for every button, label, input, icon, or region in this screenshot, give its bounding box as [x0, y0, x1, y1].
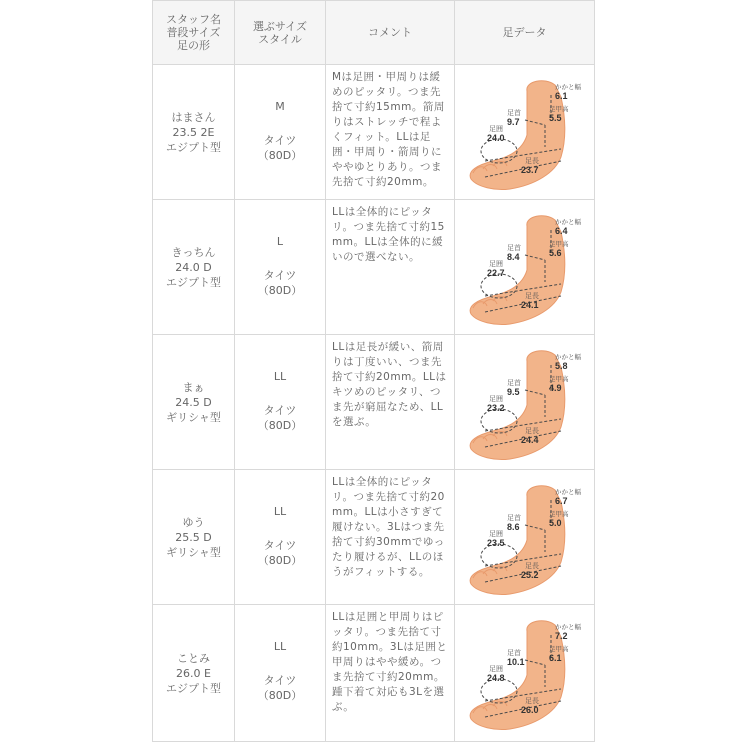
girth-label: 足囲	[489, 666, 503, 673]
ankle-value: 9.5	[507, 387, 520, 397]
staff-name: ゆう	[182, 515, 205, 529]
comment-cell: Mは足囲・甲周りは緩めのピッタリ。つま先捨て寸約15mm。箭周りはストレッチで程よくフィット。LLは足囲・甲周り・箭周りにややゆとりあり。つま先捨て寸約20mm。	[326, 65, 455, 200]
heel-width-label: かかと幅	[555, 489, 581, 496]
table-row	[153, 200, 595, 335]
foot-data-cell	[455, 470, 595, 605]
size-style-cell	[235, 335, 326, 470]
heel-width-value: 6.4	[555, 226, 568, 236]
length-value: 24.4	[521, 435, 539, 445]
comment-cell: LLは足囲と甲周りはピッタリ。つま先捨て寸約10mm。3Lは足囲と甲周りはやや緩め。つま先捨て寸約20mm。踵下着て対応も3Lを選ぶ。	[326, 605, 455, 742]
girth-value: 24.0	[487, 133, 505, 143]
staff-cell	[153, 65, 235, 200]
instep-value: 5.5	[549, 113, 562, 123]
table-row	[153, 605, 595, 742]
usual-size: 25.5 D	[175, 530, 212, 544]
length-label: 足長	[525, 428, 539, 435]
table-row	[153, 470, 595, 605]
usual-size: 24.5 D	[175, 395, 212, 409]
length-value: 23.7	[521, 165, 539, 175]
girth-value: 24.8	[487, 673, 505, 683]
style-denier: （80D）	[257, 419, 303, 432]
instep-label: 足甲高	[549, 241, 569, 248]
foot-diagram	[455, 65, 593, 199]
staff-cell	[153, 200, 235, 335]
instep-value: 5.6	[549, 248, 562, 258]
header-size-line: 選ぶサイズ	[252, 19, 308, 33]
length-value: 26.0	[521, 705, 539, 715]
size-style-cell	[235, 470, 326, 605]
foot-shape: エジプト型	[166, 681, 221, 695]
heel-width-label: かかと幅	[555, 354, 581, 361]
length-label: 足長	[525, 698, 539, 705]
staff-cell	[153, 605, 235, 742]
instep-value: 4.9	[549, 383, 562, 393]
staff-name: まぁ	[182, 380, 205, 394]
table-row	[153, 65, 595, 200]
heel-width-value: 5.8	[555, 361, 568, 371]
foot-shape: ギリシャ型	[166, 545, 221, 559]
instep-value: 5.0	[549, 518, 562, 528]
header-staff-line: 普段サイズ	[166, 26, 221, 39]
heel-width-label: かかと幅	[555, 624, 581, 631]
size-style-cell	[235, 605, 326, 742]
style-name: タイツ	[263, 404, 297, 417]
style-name: タイツ	[263, 539, 297, 552]
size-comparison-table	[152, 0, 595, 742]
style-denier: （80D）	[257, 149, 303, 162]
heel-width-value: 7.2	[555, 631, 568, 641]
instep-label: 足甲高	[549, 511, 569, 518]
usual-size: 24.0 D	[175, 260, 212, 274]
usual-size: 26.0 E	[176, 666, 211, 680]
staff-cell	[153, 470, 235, 605]
foot-data-cell	[455, 65, 595, 200]
length-label: 足長	[525, 158, 539, 165]
style-denier: （80D）	[257, 689, 303, 702]
ankle-label: 足首	[507, 245, 521, 252]
foot-diagram	[455, 470, 593, 604]
heel-width-value: 6.1	[555, 91, 568, 101]
foot-shape: エジプト型	[166, 140, 221, 154]
usual-size: 23.5 2E	[172, 125, 215, 139]
ankle-label: 足首	[507, 650, 521, 657]
comment-cell: LLは全体的にピッタリ。つま先捨て寸約15mm。LLは全体的に緩いので選べない。	[326, 200, 455, 335]
header-staff-line: 足の形	[177, 39, 210, 52]
instep-label: 足甲高	[549, 106, 569, 113]
heel-width-label: かかと幅	[555, 219, 581, 226]
header-staff	[153, 1, 235, 65]
foot-shape: エジプト型	[166, 275, 221, 289]
heel-width-label: かかと幅	[555, 84, 581, 91]
chosen-size: LL	[273, 370, 287, 383]
style-denier: （80D）	[257, 284, 303, 297]
foot-data-cell	[455, 335, 595, 470]
chosen-size: LL	[273, 640, 287, 653]
header-foot-data: 足データ	[455, 1, 595, 65]
style-name: タイツ	[263, 134, 297, 147]
instep-value: 6.1	[549, 653, 562, 663]
ankle-label: 足首	[507, 515, 521, 522]
girth-label: 足囲	[489, 126, 503, 133]
ankle-value: 9.7	[507, 117, 520, 127]
header-size-line: スタイル	[258, 32, 302, 46]
foot-data-cell	[455, 200, 595, 335]
chosen-size: L	[276, 235, 284, 248]
header-size	[235, 1, 326, 65]
length-value: 24.1	[521, 300, 539, 310]
ankle-label: 足首	[507, 110, 521, 117]
ankle-label: 足首	[507, 380, 521, 387]
style-denier: （80D）	[257, 554, 303, 567]
chosen-size: LL	[273, 505, 287, 518]
header-row	[153, 1, 595, 65]
instep-label: 足甲高	[549, 376, 569, 383]
girth-label: 足囲	[489, 531, 503, 538]
size-style-cell	[235, 200, 326, 335]
comment-cell: LLは全体的にピッタリ。つま先捨て寸約20mm。LLは小さすぎて履けない。3Lはつま先捨て寸約30mmでゆったり履けるが、LLのほうがフィットする。	[326, 470, 455, 605]
size-style-cell	[235, 65, 326, 200]
ankle-value: 10.1	[507, 657, 525, 667]
heel-width-value: 6.7	[555, 496, 568, 506]
length-label: 足長	[525, 563, 539, 570]
comment-cell: LLは足長が緩い、箭周りは丁度いい、つま先捨て寸約20mm。LLはキツめのピッタリ、つま先が窮屈なため、LLを選ぶ。	[326, 335, 455, 470]
girth-value: 23.2	[487, 403, 505, 413]
ankle-value: 8.6	[507, 522, 520, 532]
girth-label: 足囲	[489, 261, 503, 268]
girth-label: 足囲	[489, 396, 503, 403]
length-value: 25.2	[521, 570, 539, 580]
header-comment: コメント	[326, 1, 455, 65]
chosen-size: M	[275, 100, 285, 113]
staff-name: はまさん	[171, 110, 216, 124]
instep-label: 足甲高	[549, 646, 569, 653]
girth-value: 22.7	[487, 268, 505, 278]
foot-diagram	[455, 335, 593, 469]
foot-shape: ギリシャ型	[166, 410, 221, 424]
table-row	[153, 335, 595, 470]
staff-cell	[153, 335, 235, 470]
style-name: タイツ	[263, 674, 297, 687]
foot-diagram	[455, 605, 593, 739]
ankle-value: 8.4	[507, 252, 520, 262]
foot-data-cell	[455, 605, 595, 742]
length-label: 足長	[525, 293, 539, 300]
style-name: タイツ	[263, 269, 297, 282]
header-staff-line: スタッフ名	[166, 13, 221, 26]
girth-value: 23.5	[487, 538, 505, 548]
staff-name: きっちん	[171, 245, 216, 259]
foot-diagram	[455, 200, 593, 334]
staff-name: ことみ	[177, 651, 210, 665]
